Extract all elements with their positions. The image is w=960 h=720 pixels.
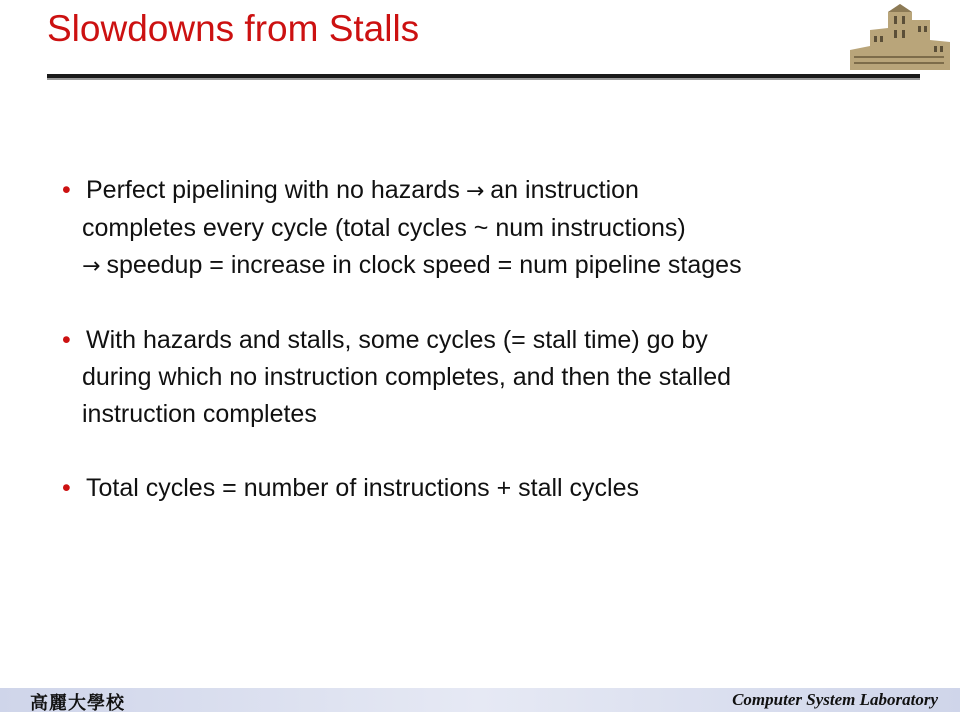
bullet-2-line-1 (62, 322, 942, 359)
footer-university-name: 高麗大學校 (30, 693, 125, 714)
bullet-2-text-a: With hazards and stalls, some cycles (= stall time) go by (86, 326, 708, 354)
bullet-1-text-c: speedup = increase in clock speed = num pipeline stages (106, 251, 742, 279)
university-building-logo (840, 0, 960, 76)
bullet-1-line-3 (62, 247, 942, 285)
bullet-3-line-1 (62, 470, 942, 507)
bullet-3-text-a: Total cycles = number of instructions + stall cycles (86, 474, 640, 502)
slide-title: Slowdowns from Stalls (47, 8, 420, 49)
bullet-marker: • (62, 474, 71, 502)
bullet-2-line-3: instruction completes (82, 400, 317, 428)
bullet-1-text-b: an instruction (490, 176, 639, 204)
bullet-1-line-1 (62, 172, 942, 210)
footer-band (0, 688, 960, 712)
bullet-2-line-2: during which no instruction completes, and then the stalled (82, 363, 731, 391)
title-underline-shadow (47, 78, 920, 80)
slide-body (62, 172, 942, 507)
bullet-1-line-2: completes every cycle (total cycles ~ num instructions) (82, 214, 686, 242)
right-arrow-icon: → (465, 179, 485, 204)
bullet-1-text-a: Perfect pipelining with no hazards (86, 176, 460, 204)
footer-lab-name: Computer System Laboratory (732, 690, 938, 709)
right-arrow-icon: → (82, 254, 101, 279)
bullet-marker: • (62, 326, 71, 354)
bullet-marker: • (62, 176, 71, 204)
